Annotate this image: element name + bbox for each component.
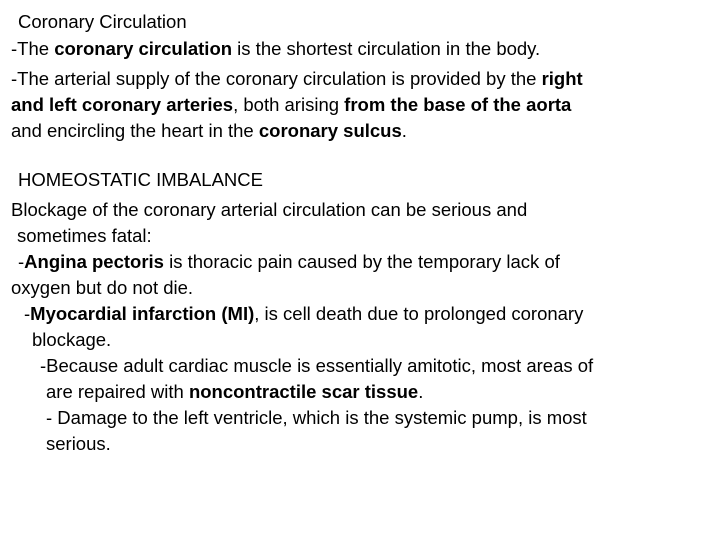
text-line: Blockage of the coronary arterial circulation can be serious and [11, 199, 528, 220]
text-run: , both arising [233, 94, 345, 115]
text-line [11, 92, 583, 118]
text-line [11, 118, 583, 144]
bold-term: right [541, 68, 583, 89]
bold-term: Myocardial infarction (MI) [30, 303, 255, 324]
text-line: -Because adult cardiac muscle is essentially amitotic, most areas of [40, 355, 594, 376]
text-line: blockage. [32, 329, 112, 350]
text-run: is thoracic pain caused by the temporary lack of [163, 251, 560, 272]
bold-term: noncontractile scar tissue [188, 381, 419, 402]
bold-term: from the base of the aorta [344, 94, 572, 115]
text-run: and encircling the heart in the [11, 120, 259, 141]
text-line [11, 66, 583, 92]
text-run: - [24, 303, 31, 324]
paragraph-arterial-supply [11, 66, 583, 144]
paragraph-blockage-intro [11, 197, 527, 249]
paragraph-scar-tissue-repair [40, 353, 593, 405]
section-title-coronary-circulation [18, 9, 187, 35]
bold-term: coronary sulcus [258, 120, 402, 141]
text-line: serious. [46, 433, 111, 454]
text-line [11, 249, 560, 275]
text-line [40, 379, 593, 405]
text-run: - [18, 251, 25, 272]
paragraph-myocardial-infarction [24, 301, 583, 353]
text-run: , is cell death due to prolonged coronary [254, 303, 584, 324]
text-line: sometimes fatal: [17, 225, 152, 246]
bold-term: coronary circulation [54, 38, 233, 59]
paragraph-shortest-circulation [11, 36, 540, 62]
text-line [24, 301, 583, 327]
text-run: is the shortest circulation in the body. [232, 38, 541, 59]
text-run: are repaired with [46, 381, 189, 402]
bold-term: and left coronary arteries [11, 94, 234, 115]
text-line: - Damage to the left ventricle, which is the systemic pump, is most [46, 407, 587, 428]
heading-text: Coronary Circulation [18, 11, 187, 32]
text-run: -The [11, 38, 55, 59]
text-run: -The arterial supply of the coronary circulation is provided by the [11, 68, 542, 89]
section-title-homeostatic-imbalance [18, 167, 263, 193]
text-run: . [401, 120, 407, 141]
paragraph-angina-pectoris [11, 249, 560, 301]
heading-text: HOMEOSTATIC IMBALANCE [18, 169, 263, 190]
text-run: . [418, 381, 424, 402]
text-line: oxygen but do not die. [11, 277, 194, 298]
bold-term: Angina pectoris [24, 251, 164, 272]
paragraph-left-ventricle-damage [46, 405, 587, 457]
